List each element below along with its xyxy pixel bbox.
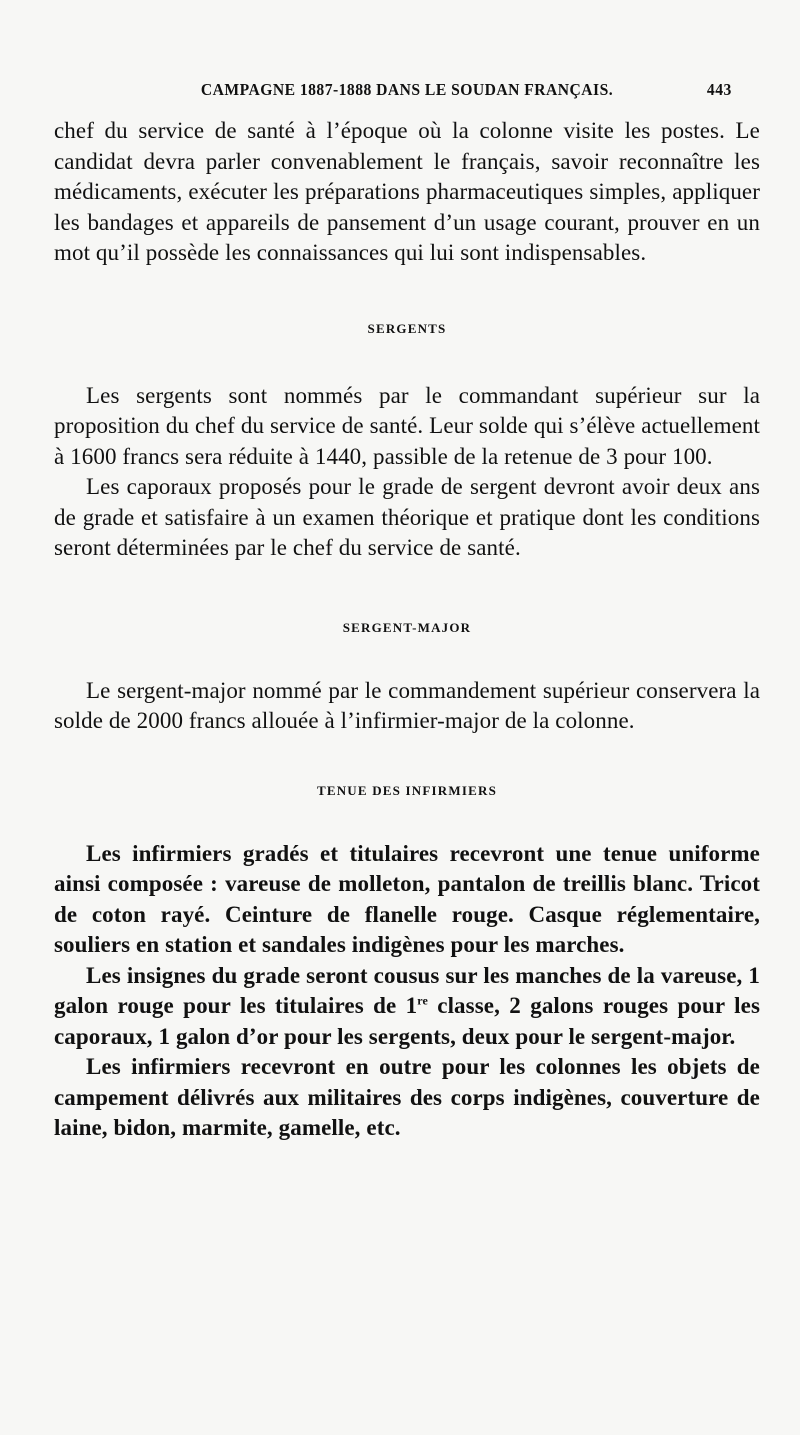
section-heading-sergents: SERGENTS <box>367 320 447 336</box>
page-number: 443 <box>706 80 732 99</box>
insignes-text-end: classe, 2 galons rouges pour les caporaux, 1 galon d’or pour les sergents, deux pour le sergent-major. <box>54 993 760 1049</box>
running-head <box>82 80 732 108</box>
section-heading-tenue: TENUE DES INFIRMIERS <box>316 782 498 798</box>
insignes-text-start: Les insignes du grade seront cousus sur les manches de la vareuse, 1 galon rouge pour les titulaires de 1 <box>54 962 760 1018</box>
paragraph-sergent-major: Le sergent-major nommé par le commandement supérieur conservera la solde de 2000 francs allouée à l’infirmier-major de la colonne. <box>54 677 760 733</box>
paragraph-insignes <box>54 961 760 1053</box>
paragraph-caporaux: Les caporaux proposés pour le grade de sergent devront avoir deux ans de grade et satisfaire à un examen théorique et pratique dont les conditions seront déterminées par le chef du service de santé. <box>54 474 760 560</box>
ordinal-superscript: re <box>417 993 428 1008</box>
paragraph-campement: Les infirmiers recevront en outre pour les colonnes les objets de campement délivrés aux militaires des corps indigènes, couverture de laine, bidon, marmite, gamelle, etc. <box>54 1054 760 1140</box>
paragraph-tenue-uniforme: Les infirmiers gradés et titulaires recevront une tenue uniforme ainsi composée : vareuse de molleton, pantalon de treillis blanc. Tricot de coton rayé. Ceinture de flanelle rouge. Casque réglementaire, souliers en station et sandales indigènes pour les marches. <box>54 840 760 957</box>
running-head-title: CAMPAGNE 1887-1888 DANS LE SOUDAN FRANÇAIS. <box>200 80 614 99</box>
paragraph-sergents-nomination: Les sergents sont nommés par le commandant supérieur sur la proposition du chef du service de santé. Leur solde qui s’élève actuellement à 1600 francs sera réduite à 1440, passible de la retenue de 3 pour 100. <box>54 382 760 469</box>
section-heading-sergent-major: SERGENT-MAJOR <box>342 619 472 635</box>
paragraph-candidat: chef du service de santé à l’époque où la colonne visite les postes. Le candidat devra parler convenablement le français, savoir reconnaître les médicaments, exécuter les préparations pharmaceutiques simples, appliquer les bandages et appareils de pansement d’un usage courant, prouver en un mot qu’il possède les connaissances qui lui sont indispensables. <box>54 118 760 265</box>
